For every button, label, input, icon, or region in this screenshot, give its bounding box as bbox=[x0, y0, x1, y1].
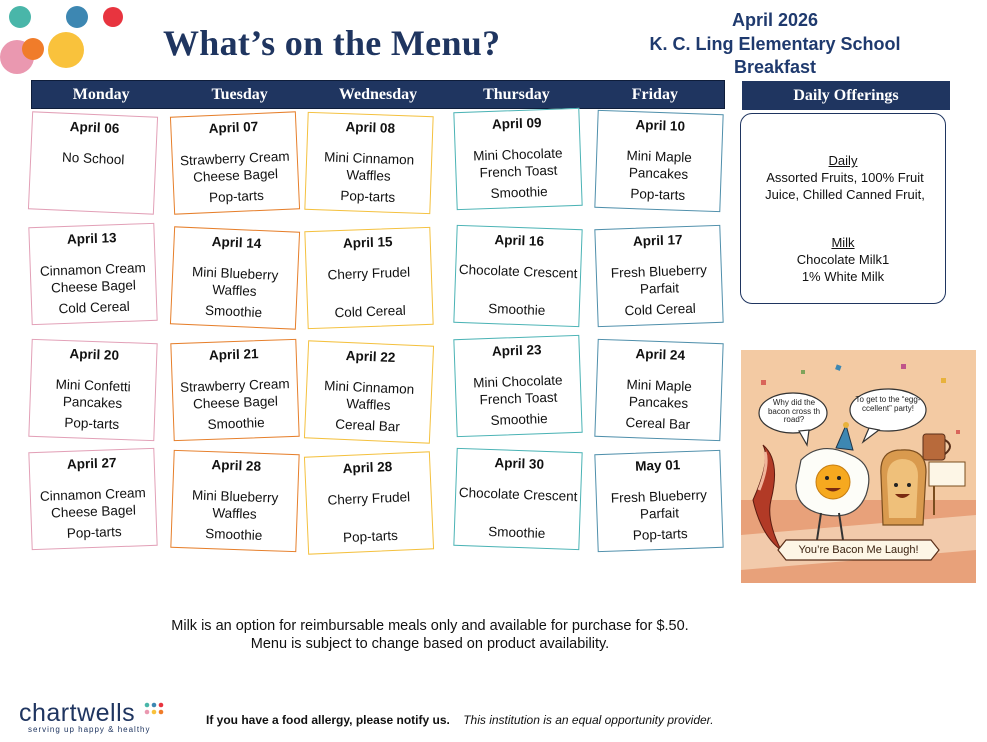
menu-main-item: Mini Confetti Pancakes bbox=[55, 376, 131, 411]
menu-alt-item: Pop-tarts bbox=[64, 414, 120, 432]
menu-day-date: April 20 bbox=[69, 346, 120, 363]
day-wednesday: Wednesday bbox=[338, 86, 418, 103]
menu-alt-item: Smoothie bbox=[204, 302, 263, 320]
logo-dots-icon bbox=[143, 701, 165, 723]
menu-main-item: Mini Cinnamon Waffles bbox=[323, 149, 415, 184]
menu-alt-item: Smoothie bbox=[488, 300, 546, 318]
bubble-right-text: To get to the “egg-ccellent” party! bbox=[855, 396, 921, 413]
menu-day-date: April 08 bbox=[345, 119, 396, 136]
breakfast-cartoon-illustration bbox=[741, 350, 976, 583]
menu-day-cell bbox=[28, 111, 158, 214]
menu-main-item: Mini Blueberry Waffles bbox=[191, 487, 279, 522]
menu-day-cell bbox=[594, 225, 723, 327]
menu-day-date: April 15 bbox=[342, 234, 393, 251]
menu-alt-item: Cereal Bar bbox=[625, 414, 691, 432]
menu-day-cell bbox=[453, 225, 582, 327]
menu-day-date: April 28 bbox=[211, 457, 262, 474]
milk-note: Milk is an option for reimbursable meals only and available for purchase for $.50. bbox=[171, 618, 689, 634]
menu-main-item: Cherry Frudel bbox=[327, 264, 411, 283]
menu-alt-item: Cold Cereal bbox=[58, 298, 131, 316]
menu-alt-item: Pop-tarts bbox=[340, 187, 396, 205]
milk-section-title: Milk bbox=[831, 235, 855, 250]
milk-option-1: Chocolate Milk1 bbox=[796, 252, 890, 267]
menu-alt-item: Cereal Bar bbox=[334, 416, 401, 434]
availability-note: Menu is subject to change based on product availability. bbox=[250, 636, 610, 652]
menu-alt-item: Pop-tarts bbox=[208, 187, 265, 205]
cartoon-svg bbox=[741, 350, 976, 583]
menu-month: April 2026 bbox=[731, 10, 819, 30]
menu-day-date: April 13 bbox=[66, 230, 117, 247]
school-name: K. C. Ling Elementary School bbox=[649, 34, 901, 54]
menu-day-date: May 01 bbox=[634, 457, 681, 474]
menu-day-date: April 30 bbox=[494, 455, 545, 472]
menu-day-date: April 17 bbox=[632, 232, 683, 249]
menu-alt-item: Pop-tarts bbox=[630, 185, 686, 203]
menu-alt-item: Smoothie bbox=[205, 525, 263, 543]
menu-main-item: Cherry Frudel bbox=[327, 489, 411, 508]
day-thursday: Thursday bbox=[483, 86, 550, 103]
chartwells-logo-text: chartwells bbox=[19, 699, 136, 727]
menu-day-cell bbox=[594, 339, 723, 441]
menu-alt-item bbox=[29, 202, 153, 207]
meal-type: Breakfast bbox=[733, 57, 817, 77]
bubble-left-text: Why did the bacon cross th road? bbox=[767, 399, 821, 425]
menu-main-item: Mini Maple Pancakes bbox=[626, 147, 693, 182]
menu-main-item: Fresh Blueberry Parfait bbox=[610, 262, 708, 297]
chartwells-tagline: serving up happy & healthy bbox=[28, 725, 151, 734]
daily-offerings-box bbox=[740, 113, 946, 304]
menu-main-item: Mini Cinnamon Waffles bbox=[323, 378, 415, 413]
decor-dot-blue bbox=[66, 6, 88, 28]
menu-alt-item: Pop-tarts bbox=[342, 527, 399, 545]
menu-day-cell bbox=[28, 223, 157, 325]
menu-day-date: April 22 bbox=[345, 347, 396, 366]
menu-day-cell bbox=[594, 110, 723, 212]
menu-day-date: April 27 bbox=[66, 455, 117, 472]
decor-dot-red bbox=[103, 7, 123, 27]
page-title: What’s on the Menu? bbox=[163, 23, 501, 63]
menu-day-date: April 10 bbox=[635, 117, 686, 134]
decor-dot-orange bbox=[22, 38, 44, 60]
menu-main-item: Cinnamon Cream Cheese Bagel bbox=[39, 485, 146, 520]
day-tuesday: Tuesday bbox=[211, 86, 268, 103]
menu-alt-item: Pop-tarts bbox=[66, 523, 122, 541]
menu-main-item: Strawberry Cream Cheese Bagel bbox=[179, 376, 290, 411]
menu-main-item: Fresh Blueberry Parfait bbox=[610, 487, 708, 522]
chartwells-logo bbox=[19, 699, 165, 728]
weekday-header-bar bbox=[31, 80, 725, 109]
menu-main-item: Mini Maple Pancakes bbox=[626, 376, 693, 411]
menu-day-cell bbox=[170, 226, 300, 329]
menu-day-cell bbox=[453, 448, 582, 550]
menu-alt-item: Cold Cereal bbox=[334, 302, 407, 320]
menu-day-cell bbox=[304, 112, 433, 214]
menu-day-date: April 06 bbox=[69, 118, 120, 137]
menu-day-cell bbox=[170, 339, 299, 441]
banner-text: You’re Bacon Me Laugh! bbox=[798, 544, 919, 556]
day-friday: Friday bbox=[631, 86, 678, 103]
footer-statement bbox=[206, 713, 714, 727]
menu-day-date: April 23 bbox=[491, 342, 542, 359]
menu-day-cell bbox=[304, 227, 433, 329]
menu-alt-item: Smoothie bbox=[488, 523, 546, 541]
menu-main-item: Strawberry Cream Cheese Bagel bbox=[179, 148, 290, 185]
day-monday: Monday bbox=[72, 86, 130, 103]
menu-alt-item: Smoothie bbox=[490, 410, 548, 428]
menu-day-date: April 16 bbox=[494, 232, 545, 249]
menu-alt-item: Cold Cereal bbox=[624, 300, 697, 318]
menu-day-date: April 21 bbox=[208, 346, 259, 363]
menu-day-cell bbox=[28, 339, 157, 441]
menu-day-cell bbox=[28, 448, 157, 550]
menu-day-date: April 07 bbox=[208, 118, 259, 137]
menu-main-item: Chocolate Crescent bbox=[458, 261, 578, 282]
menu-day-cell bbox=[170, 111, 300, 214]
menu-day-cell bbox=[170, 450, 299, 552]
menu-alt-item: Smoothie bbox=[207, 414, 265, 432]
menu-main-item: Chocolate Crescent bbox=[458, 484, 578, 505]
menu-day-cell bbox=[594, 450, 723, 552]
menu-day-date: April 28 bbox=[342, 458, 393, 477]
daily-offerings-header: Daily Offerings bbox=[742, 81, 950, 110]
menu-day-date: April 09 bbox=[491, 115, 542, 132]
menu-day-date: April 24 bbox=[635, 346, 686, 363]
menu-main-item: No School bbox=[61, 149, 125, 168]
daily-section-text: Assorted Fruits, 100% Fruit Juice, Chilled Canned Fruit, bbox=[765, 170, 925, 202]
menu-main-item: Mini Blueberry Waffles bbox=[191, 264, 279, 299]
menu-main-item: Mini Chocolate French Toast bbox=[472, 372, 563, 407]
decor-dot-yellow bbox=[48, 32, 84, 68]
menu-day-cell bbox=[453, 108, 582, 210]
menu-alt-item: Pop-tarts bbox=[632, 525, 688, 543]
menu-day-cell bbox=[304, 340, 434, 443]
menu-day-date: April 14 bbox=[211, 233, 262, 252]
decor-dot-teal bbox=[9, 6, 31, 28]
daily-section-title: Daily bbox=[828, 153, 858, 168]
menu-main-item: Cinnamon Cream Cheese Bagel bbox=[39, 260, 146, 295]
allergy-notice: If you have a food allergy, please notify us. bbox=[206, 713, 450, 727]
menu-day-cell bbox=[304, 451, 434, 554]
equal-opportunity-notice: This institution is an equal opportunity provider. bbox=[463, 713, 714, 727]
milk-option-2: 1% White Milk bbox=[801, 269, 885, 284]
menu-day-cell bbox=[453, 335, 582, 437]
menu-main-item: Mini Chocolate French Toast bbox=[472, 145, 563, 180]
menu-alt-item: Smoothie bbox=[490, 183, 548, 201]
